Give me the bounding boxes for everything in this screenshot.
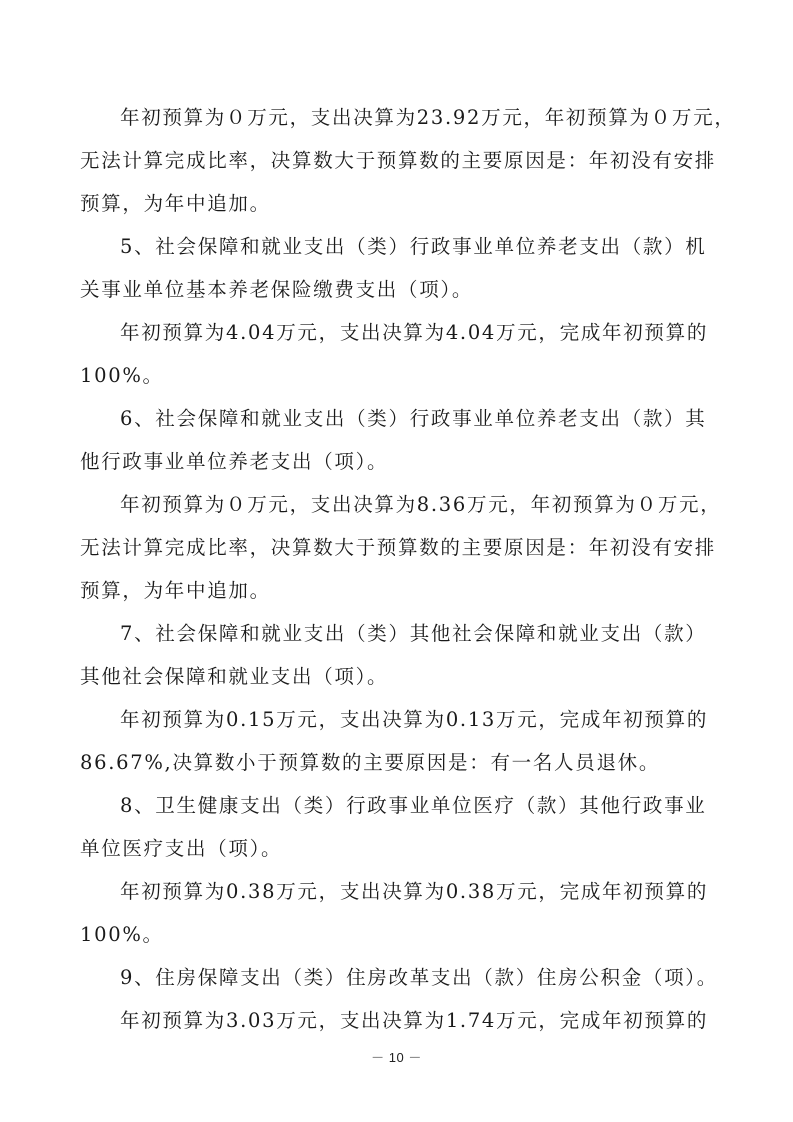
section-heading-8-cont: 单位医疗支出（项）。	[80, 837, 283, 860]
section-heading-9: 9、住房保障支出（类）住房改革支出（款）住房公积金（项）。	[120, 966, 718, 989]
paragraph-line: 年初预算为０万元，支出决算为23.92万元，年初预算为０万元，	[120, 106, 736, 129]
page-number: － 10 －	[371, 1050, 422, 1065]
paragraph-line: 预算，为年中追加。	[80, 192, 271, 215]
paragraph-line: 年初预算为０万元，支出决算为8.36万元，年初预算为０万元，	[120, 493, 722, 516]
paragraph-line: 年初预算为0.38万元，支出决算为0.38万元，完成年初预算的	[120, 880, 709, 903]
section-heading-7-cont: 其他社会保障和就业支出（项）。	[80, 665, 389, 688]
paragraph-line: 86.67%,决算数小于预算数的主要原因是：有一名人员退休。	[80, 751, 661, 774]
paragraph-line: 年初预算为4.04万元，支出决算为4.04万元，完成年初预算的	[120, 321, 709, 344]
section-heading-6: 6、社会保障和就业支出（类）行政事业单位养老支出（款）其	[120, 407, 707, 430]
section-heading-7: 7、社会保障和就业支出（类）其他社会保障和就业支出（款）	[120, 622, 707, 645]
paragraph-line: 100%。	[80, 364, 164, 387]
paragraph-line: 无法计算完成比率，决算数大于预算数的主要原因是：年初没有安排	[80, 536, 717, 559]
paragraph-line: 无法计算完成比率，决算数大于预算数的主要原因是：年初没有安排	[80, 149, 717, 172]
paragraph-line: 100%。	[80, 923, 164, 946]
section-heading-8: 8、卫生健康支出（类）行政事业单位医疗（款）其他行政事业	[120, 794, 707, 817]
paragraph-line: 年初预算为3.03万元，支出决算为1.74万元，完成年初预算的	[120, 1009, 709, 1032]
section-heading-5-cont: 关事业单位基本养老保险缴费支出（项）。	[80, 278, 474, 301]
paragraph-line: 预算，为年中追加。	[80, 579, 271, 602]
section-heading-5: 5、社会保障和就业支出（类）行政事业单位养老支出（款）机	[120, 235, 707, 258]
paragraph-line: 年初预算为0.15万元，支出决算为0.13万元，完成年初预算的	[120, 708, 709, 731]
section-heading-6-cont: 他行政事业单位养老支出（项）。	[80, 450, 389, 473]
